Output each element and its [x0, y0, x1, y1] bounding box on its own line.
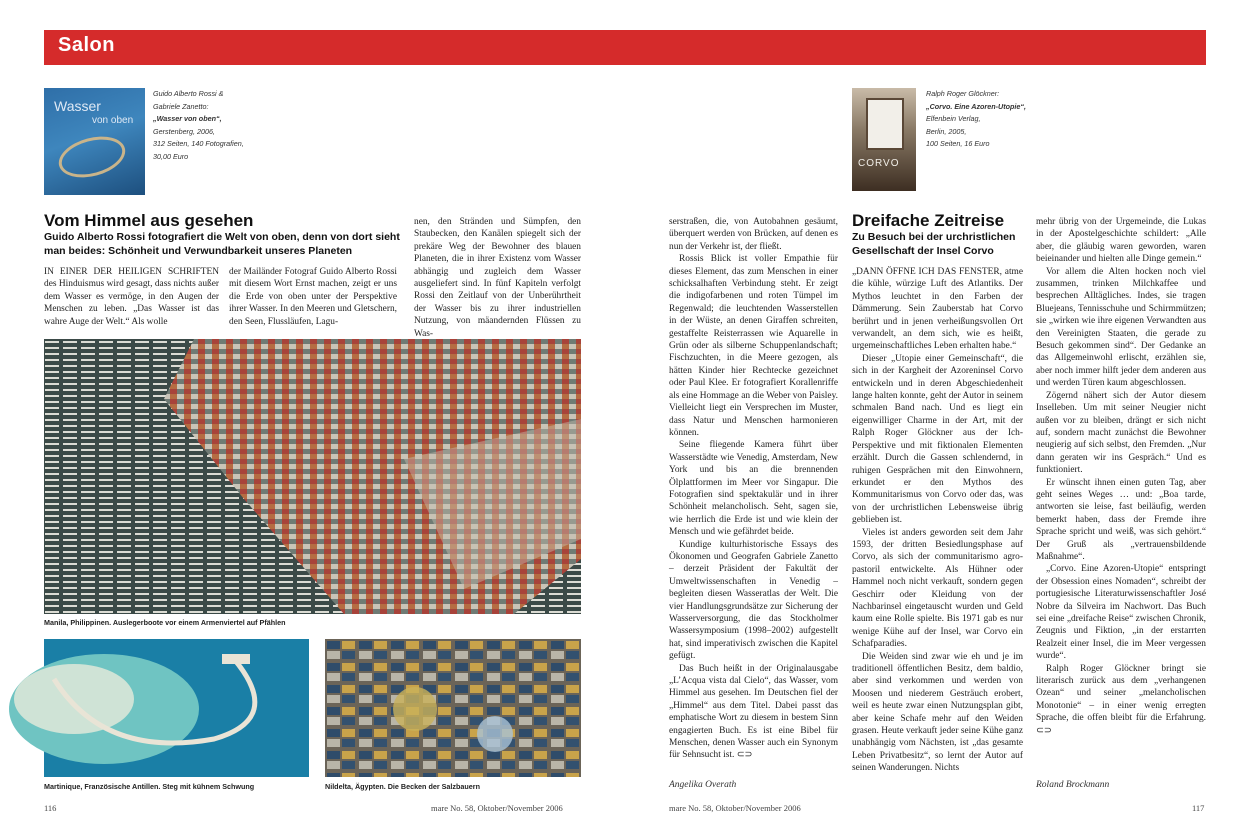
caption-nildelta: Nildelta, Ägypten. Die Becken der Salzbauern	[325, 782, 480, 791]
page-number-left: 116	[44, 803, 57, 813]
article2-col2-p2: Vor allem die Alten hocken noch viel zusammen, trinken Milchkaffee und besprechen Alltägliches. Indes, sie tragen Bluejeans, Tennisschuhe und Schirmmützen; sie „wirken wie ihre eigenen Verwandten aus den Vereinigten Staaten, die gerade zu Besuch gekommen sind“. Der Gedanke an das Allgemeinwohl erlischt, erzählen sie, aber noch immer hilft jeder dem anderen aus und werden Türen kaum abgeschlossen.	[1036, 266, 1206, 389]
photo-martinique	[44, 639, 309, 777]
book-cover-wasser-von-oben	[44, 88, 145, 195]
cover-subtitle: von oben	[92, 115, 134, 126]
article2-author: Roland Brockmann	[1036, 780, 1110, 790]
article1-col4-p2: Rossis Blick ist voller Empathie für dieses Element, das zum Menschen in einer schicksalhaften Verbindung steht. Er zeigt die indigofarbenen und roten Tümpel im Regenwald; die leuchtenden Wasserstellen in der Wüste, an denen Giraffen schreiten, gestaffelte Reisterrassen wie Aquarelle in Grün oder als silberne Schuppenlandschaft; Fischzuchten, in die Meere gezogen, als hätten Kinder hier Rechtecke gezeichnet oder Paul Klee. Er fotografiert Korallenriffe als eine Hommage an die Weber von Paisley. Vielleicht liegt ein Versprechen im Muster, dass Natur und Menschen harmonieren können.	[669, 254, 838, 438]
book-title: „Corvo. Eine Azoren-Utopie“,	[926, 101, 1026, 111]
book-info-right	[926, 88, 1046, 151]
caption-manila: Manila, Philippinen. Auslegerboote vor einem Armenviertel auf Pfählen	[44, 618, 286, 627]
article1-column-2	[229, 266, 397, 330]
issue-info-left: mare No. 58, Oktober/November 2006	[431, 803, 563, 813]
article1-column-1	[44, 266, 219, 330]
article1-col4-p5: Das Buch heißt in der Originalausgabe „L’Acqua vista dal Cielo“, das Wasser, vom Himmel aus gesehen. Im Deutschen fiel der „Himmel“ aus dem Titel. Dabei passt das emphatische Wort zu diesem in bestem Sinn engagierten Buch. Es ist eine Bibel für Menschen, denen Wasser auch ein Synonym für Sehnsucht ist. ⊂⊃	[669, 663, 838, 761]
book-info-left	[153, 88, 263, 164]
article2-col1-p3: Vieles ist anders geworden seit dem Jahr 1593, der dritten Besiedlungsphase auf Corvo, als sich der communitarismo agro-pastoril entwickelte. Als Hühner oder Hammel noch nicht verkauft, sondern gegen Geschirr oder Kleidung von der Nachbarinsel eingetauscht wurden und Geld kaum eine Rolle spielte. Bis 1971 gab es nur wenige Kühe auf der Insel, war Corvo ein Schafparadies.	[852, 527, 1023, 650]
article1-author: Angelika Overath	[669, 780, 737, 790]
cover-title: Wasser	[54, 98, 101, 114]
article2-column-1	[852, 266, 1023, 792]
article2-col1-p4: Die Weiden sind zwar wie eh und je im traditionell öffentlichen Besitz, dem baldio, aber sind verkommen und werden von Moosen und niederem Gesträuch erobert, weil es heute zwar einen Nutzungsplan gibt, aber keine Schafe mehr auf den Weiden grasen. Heute verkauft jeder seine Kühe ganz unabhängig vom Nächsten, ist „das gesamte Leben Privatbesitz“, so lernt der Autor auf seinen Wanderungen. Nichts	[852, 651, 1023, 774]
article2-column-2	[1036, 216, 1206, 756]
book-price: 30,00 Euro	[153, 151, 189, 161]
issue-info-right: mare No. 58, Oktober/November 2006	[669, 803, 801, 813]
article1-col1-text: IN EINER DER HEILIGEN SCHRIFTEN des Hinduismus wird gesagt, dass nichts außer dem Wasser es vermöge, in den Augen der Menschen zu leben. „Das Wasser ist das wahre Auge der Welt.“ Als wolle	[44, 267, 219, 327]
book-place-year: Berlin, 2005,	[926, 126, 967, 136]
article1-column-3	[414, 216, 581, 339]
article2-col1-p1: „DANN ÖFFNE ICH DAS FENSTER, atme die kühle, würzige Luft des Atlantiks. Der Mythos leuchtet in den Farben der Dämmerung. Sein Zauberstab hat Corvo berührt und in jenen verheißungsvollen Ort verwandelt, an dem sich, wie es heißt, urgemeinschaftliches Leben erhalten habe.“	[852, 267, 1023, 352]
article1-col4-p1: serstraßen, die, von Autobahnen gesäumt, überquert werden von Brücken, auf denen es nun der Verkehr ist, der fließt.	[669, 217, 838, 252]
caption-martinique: Martinique, Französische Antillen. Steg mit kühnem Schwung	[44, 782, 255, 791]
photo-manila	[44, 339, 581, 614]
photo-nildelta	[325, 639, 581, 777]
book-publisher: Elfenbein Verlag,	[926, 114, 981, 124]
book-author: Ralph Roger Glöckner:	[926, 89, 1000, 98]
article2-col2-p4: Er wünscht ihnen einen guten Tag, aber geht seines Weges … und: „Boa tarde, antworten sie leise, fast beiläufig, werden bemerkt haben, dass der Fremde ihre Sprache spricht und weiß, was sich gehört.“ Der Gruß als „vertrauensbildende Maßnahme“.	[1036, 477, 1206, 562]
article1-header	[44, 211, 409, 258]
book-pages: 312 Seiten, 140 Fotografien,	[153, 139, 244, 149]
cover-window-graphic	[866, 98, 904, 150]
page-number-right: 117	[1192, 803, 1205, 813]
article2-col2-p5: „Corvo. Eine Azoren-Utopie“ entspringt der Obsession eines Nomaden“, schreibt der portugiesische Literaturwissenschaftler José Nobre da Silveira im Nachwort. Das Buch sei eine „dreifache Reise“ zwischen Chronik, Zeugnis und Fiktion, „in der erstarrten Realzeit einer Insel, die im Meer vergessen wurde“.	[1036, 564, 1206, 662]
article1-col4-p3: Seine fliegende Kamera führt über Wasserstädte wie Venedig, Amsterdam, New York und bis an die brennenden Ölplattformen im Meer vor Singapur. Die Fotografien sind spektakulär und in ihrer Schönheit melancholisch. Seht, sagen sie, wie herrlich die Erde ist und wie klein der Mensch und wie gefährdet beide.	[669, 440, 838, 538]
cover-title: CORVO	[858, 158, 900, 169]
book-authors-line2: Gabriele Zanetto:	[153, 101, 209, 111]
section-title: Salon	[58, 34, 115, 56]
article1-col2-text: der Mailänder Fotograf Guido Alberto Rossi mit diesem Wort Ernst machen, zeigt er uns die Erde von oben unter der Perspektive ihrer Wasser. In den Meeren und Gletschern, den Seen, Flussläufen, Lagu-	[229, 267, 397, 327]
article2-col2-p3: Zögernd nähert sich der Autor diesem Inselleben. Um mit seiner Neugier nicht außen vor zu bleiben, drängt er sich nicht auf, sondern macht zunächst die Bewohner neugierig auf sich selbst, den Fremden. „Nur dann geraten wir ins Gespräch.“ Und es funktioniert.	[1036, 390, 1206, 476]
article2-col2-p1: mehr übrig von der Urgemeinde, die Lukas in der Apostelgeschichte schildert: „Alle aber, die gläubig waren geworden, waren beieinander und hielten alle Dinge gemein.“	[1036, 217, 1206, 265]
book-title: „Wasser von oben“,	[153, 114, 222, 124]
book-authors-line1: Guido Alberto Rossi &	[153, 89, 224, 98]
article2-headline: Dreifache Zeitreise	[852, 211, 1005, 230]
article1-headline: Vom Himmel aus gesehen	[44, 211, 254, 230]
article1-col3-text: nen, den Stränden und Sümpfen, den Staubecken, den Kanälen spiegelt sich der prekäre Weg der Bewohner des blauen Planeten, die in ihrer Existenz vom Wasser abhängig und zugleich dem Wasser ausgeliefert sind. In fünf Kapiteln verfolgt Rossi den Zeitlauf von der Unberührtheit der Wasser bis zu ihrer industriellen Nutzung, von mäandernden Flüssen zu Was-	[414, 217, 581, 339]
article2-subhead: Zu Besuch bei der urchristlichen Gesellschaft der Insel Corvo	[852, 231, 1016, 257]
article2-col2-p6: Ralph Roger Glöckner bringt sie literarisch zurück aus dem „verhangenen Ozean“ und seiner „melancholischen Monotonie“ – in einer wenig erregten Sprache, die offen bleibt für die Erfahrung. ⊂⊃	[1036, 663, 1206, 736]
article2-col1-p2: Dieser „Utopie einer Gemeinschaft“, die sich in der Kargheit der Azoreninsel Corvo entwickeln und in deren Abgeschiedenheit lange halten konnte, geht der Autor in seinem schmalen Band nach. Und es liegt ein eigenwilliger Charme in der Art, mit der Ralph Roger Glöckner aus der Ich-Perspektive und mit fiktionalen Elementen erzählt. Durch die Gassen schlendernd, in ruhigen Gesprächen mit den Einwohnern, erkundet er den Mythos des Kommunitarismus von Corvo oder das, was von der urchristlichen Lebensweise übrig geblieben ist.	[852, 353, 1023, 526]
book-pages-price: 100 Seiten, 16 Euro	[926, 139, 990, 149]
section-banner	[44, 30, 1206, 65]
article2-header	[852, 211, 1027, 258]
book-publisher: Gerstenberg, 2006,	[153, 126, 215, 136]
article1-subhead: Guido Alberto Rossi fotografiert die Welt von oben, denn von dort sieht man beides: Schönheit und Verwundbarkeit unseres Planeten	[44, 231, 400, 257]
book-cover-corvo	[852, 88, 916, 191]
article1-col4-p4: Kundige kulturhistorische Essays des Ökonomen und Geografen Gabriele Zanetto – derzeit Präsident der Fakultät der Umweltwissenschaften in Venedig – begleiten diesen Wasseratlas der Welt. Die vier Handlungsgrundsätze zur Sicherung der Wasserversorgung, die das Stockholmer Wassersymposium (1998–2002) aufgestellt hat, sind imperativisch zwischen die Kapitel gefügt.	[669, 539, 838, 662]
article1-column-4	[669, 216, 838, 768]
cover-pier-graphic	[54, 130, 130, 184]
